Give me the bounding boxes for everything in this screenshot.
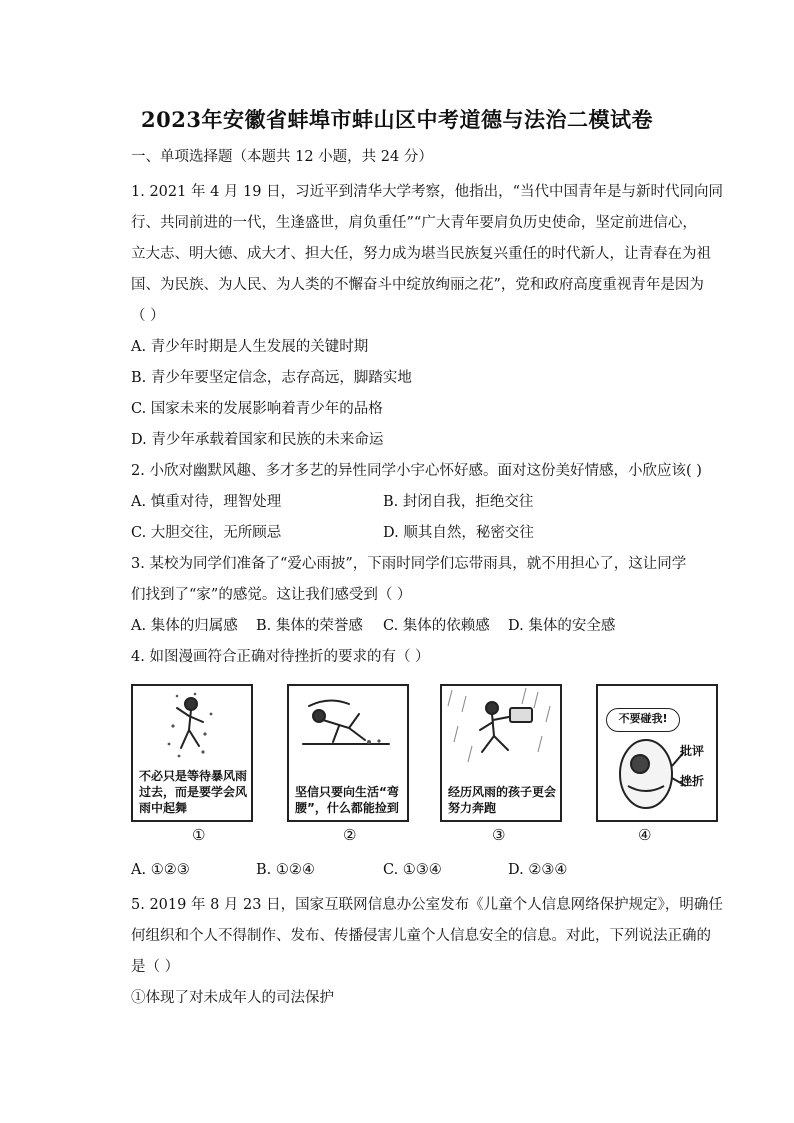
q1-line-1: 1. 2021 年 4 月 19 日，习近平到清华大学考察，他指出，“当代中国青年是与新时代同向同: [131, 184, 723, 200]
cartoon-panel-3: [440, 684, 562, 822]
q1-line-3: 立大志、明大德、成大才、担大任，努力成为堪当民族复兴重任的时代新人，让青春在为祖: [131, 246, 711, 262]
section-heading: 一、单项选择题（本题共 12 小题，共 24 分）: [131, 149, 433, 165]
panel-2-caption: 坚信只要向生活“弯腰”，什么都能捡到: [295, 785, 399, 815]
q4-option-d: D. ②③④: [508, 862, 568, 878]
q3-option-a: A. 集体的归属感: [131, 618, 238, 634]
q5-line-1: 5. 2019 年 8 月 23 日，国家互联网信息办公室发布《儿童个人信息网络保护规定》，明确任: [131, 897, 723, 913]
q4-option-b: B. ①②④: [256, 862, 315, 878]
page-title: 2023年安徽省蚌埠市蚌山区中考道德与法治二模试卷: [141, 107, 653, 132]
q1-line-4: 国、为民族、为人民、为人类的不懈奋斗中绽放绚丽之花”，党和政府高度重视青年是因为: [131, 277, 704, 293]
side-word-setback: 挫折: [680, 774, 705, 788]
dancing-figure-illustration: [133, 686, 251, 766]
q3-option-c: C. 集体的依赖感: [383, 618, 490, 634]
q5-line-2: 何组织和个人不得制作、发布、传播侵害儿童个人信息安全的信息。对此，下列说法正确的: [131, 928, 711, 944]
q2-option-b: B. 封闭自我，拒绝交往: [383, 494, 534, 510]
q2-option-c: C. 大胆交往，无所顾忌: [131, 525, 282, 541]
q3-line-2: 们找到了“家”的感觉。这让我们感受到（ ）: [131, 587, 412, 603]
running-in-rain-illustration: [442, 686, 560, 774]
q1-option-c: C. 国家未来的发展影响着青少年的品格: [131, 401, 383, 417]
cartoon-panel-4: [596, 684, 718, 822]
q2-stem: 2. 小欣对幽默风趣、多才多艺的异性同学小宇心怀好感。面对这份美好情感，小欣应该( ): [131, 463, 702, 479]
q4-stem: 4. 如图漫画符合正确对待挫折的要求的有（ ）: [131, 649, 430, 665]
q3-option-b: B. 集体的荣誉感: [256, 618, 363, 634]
q2-option-d: D. 顺其自然，秘密交往: [383, 525, 534, 541]
q3-option-d: D. 集体的安全感: [508, 618, 616, 634]
panel-1-caption: 不必只是等待暴风雨过去，而是要学会风雨中起舞: [139, 769, 248, 815]
q1-option-d: D. 青少年承载着国家和民族的未来命运: [131, 432, 384, 448]
panel-2-number: ②: [343, 826, 357, 844]
panel-3-number: ③: [492, 826, 506, 844]
bending-figure-illustration: [289, 686, 407, 766]
panel-3-caption: 经历风雨的孩子更会努力奔跑: [448, 785, 557, 815]
panel-4-number: ④: [638, 826, 652, 844]
side-word-criticism: 批评: [680, 744, 705, 758]
q4-option-a: A. ①②③: [131, 862, 190, 878]
q1-option-b: B. 青少年要坚定信念，志存高远，脚踏实地: [131, 370, 412, 386]
q4-option-c: C. ①③④: [383, 862, 442, 878]
q1-line-5: （ ）: [131, 308, 165, 324]
q5-line-4: ①体现了对未成年人的司法保护: [131, 990, 334, 1006]
panel-1-number: ①: [192, 826, 206, 844]
q5-line-3: 是（ ）: [131, 959, 180, 975]
q1-option-a: A. 青少年时期是人生发展的关键时期: [131, 339, 369, 355]
q3-line-1: 3. 某校为同学们准备了“爱心雨披”，下雨时同学们忘带雨具，就不用担心了，这让同学: [131, 556, 687, 572]
cartoon-panel-1: [131, 684, 253, 822]
q1-line-2: 行、共同前进的一代，生逢盛世，肩负重任”“广大青年要肩负历史使命，坚定前进信心，: [131, 215, 697, 231]
speech-bubble: 不要碰我!: [606, 708, 680, 732]
q2-option-a: A. 慎重对待，理智处理: [131, 494, 282, 510]
cartoon-panel-2: [287, 684, 409, 822]
